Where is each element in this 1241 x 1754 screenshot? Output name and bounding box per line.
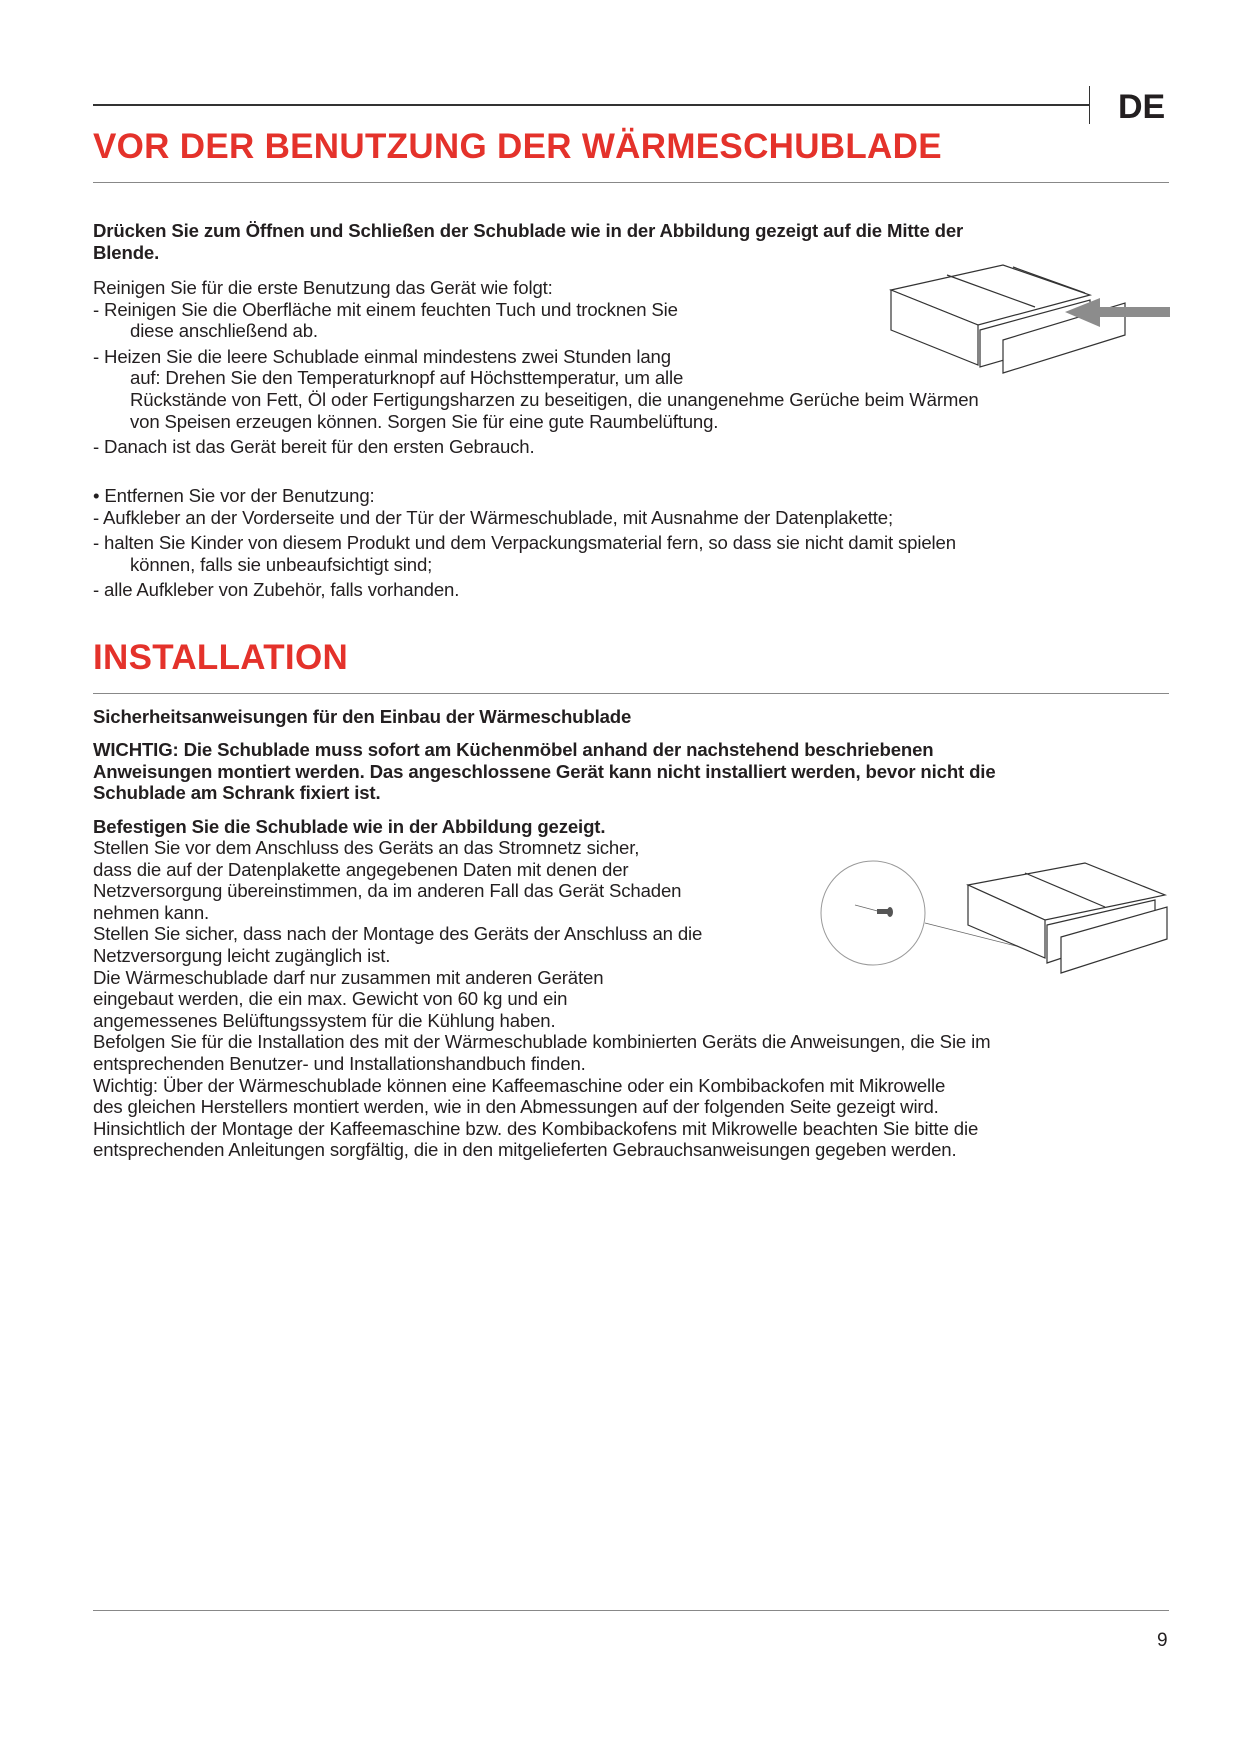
text-line: Stellen Sie sicher, dass nach der Montage des Geräts der Anschluss an die <box>93 923 703 945</box>
text-line: - alle Aufkleber von Zubehör, falls vorhanden. <box>93 579 460 601</box>
text-line: Netzversorgung leicht zugänglich ist. <box>93 944 391 966</box>
text-line: nehmen kann. <box>93 901 210 923</box>
text-line: Reinigen Sie für die erste Benutzung das Gerät wie folgt: <box>93 277 553 298</box>
text-line: - halten Sie Kinder von diesem Produkt und dem Verpackungsmaterial fern, so dass sie nicht damit spielen <box>93 532 956 554</box>
text-line: eingebaut werden, die ein max. Gewicht von 60 kg und ein <box>93 988 568 1010</box>
footer-rule <box>93 1610 1169 1611</box>
removal-instructions <box>93 485 956 601</box>
language-label: DE <box>1118 88 1166 126</box>
text-line: - Reinigen Sie die Oberfläche mit einem feuchten Tuch und trocknen Sie <box>93 298 678 320</box>
text-line: - Danach ist das Gerät bereit für den ersten Gebrauch. <box>93 436 535 458</box>
text-line: entsprechenden Anleitungen sorgfältig, die in den mitgelieferten Gebrauchsanweisungen gegeben werden. <box>93 1139 957 1161</box>
text-line: Anweisungen montiert werden. Das angeschlossene Gerät kann nicht installiert werden, bevor nicht die <box>93 760 996 782</box>
section-title-before-use: VOR DER BENUTZUNG DER WÄRMESCHUBLADE <box>93 127 942 166</box>
text-line: • Entfernen Sie vor der Benutzung: <box>93 485 375 506</box>
text-line: diese anschließend ab. <box>130 320 318 342</box>
text-line: Drücken Sie zum Öffnen und Schließen der Schublade wie in der Abbildung gezeigt auf die Mitte der <box>93 220 964 241</box>
cleaning-instructions <box>93 277 979 458</box>
text-line: des gleichen Herstellers montiert werden, wie in den Abmessungen auf der folgenden Seite gezeigt wird. <box>93 1096 939 1118</box>
intro-bold <box>93 220 963 263</box>
text-line: Befolgen Sie für die Installation des mit der Wärmeschublade kombinierten Geräts die Anweisungen, die Sie im <box>93 1031 991 1053</box>
text-line: Netzversorgung übereinstimmen, da im anderen Fall das Gerät Schaden <box>93 880 682 902</box>
text-line: auf: Drehen Sie den Temperaturknopf auf Höchsttemperatur, um alle <box>130 367 684 389</box>
text-line: - Aufkleber an der Vorderseite und der Tür der Wärmeschublade, mit Ausnahme der Datenplakette; <box>93 506 893 528</box>
text-line: entsprechenden Benutzer- und Installationshandbuch finden. <box>93 1052 586 1074</box>
section-title-installation: INSTALLATION <box>93 638 349 677</box>
page-number: 9 <box>1157 1630 1168 1651</box>
text-line: Rückstände von Fett, Öl oder Fertigungsharzen zu beseitigen, die unangenehme Gerüche beim Wärmen <box>130 388 979 410</box>
drawer-screw-illustration <box>815 855 1175 985</box>
header-tick <box>1089 86 1090 124</box>
text-line: Blende. <box>93 241 160 263</box>
fix-heading: Befestigen Sie die Schublade wie in der Abbildung gezeigt. <box>93 816 606 837</box>
safety-subtitle: Sicherheitsanweisungen für den Einbau der Wärmeschublade <box>93 706 632 727</box>
drawer-push-illustration <box>885 255 1175 375</box>
text-line: - Heizen Sie die leere Schublade einmal mindestens zwei Stunden lang <box>93 345 671 367</box>
text-line: dass die auf der Datenplakette angegebenen Daten mit denen der <box>93 858 629 880</box>
text-line: Hinsichtlich der Montage der Kaffeemaschine bzw. des Kombibackofens mit Mikrowelle beachten Sie bitte die <box>93 1117 979 1139</box>
text-line: Die Wärmeschublade darf nur zusammen mit anderen Geräten <box>93 966 604 988</box>
text-line: Stellen Sie vor dem Anschluss des Geräts an das Stromnetz sicher, <box>93 837 640 858</box>
text-line: angemessenes Belüftungssystem für die Kühlung haben. <box>93 1009 556 1031</box>
installation-rule <box>93 693 1169 694</box>
text-line: WICHTIG: Die Schublade muss sofort am Küchenmöbel anhand der nachstehend beschriebenen <box>93 739 934 760</box>
header-rule <box>93 104 1089 106</box>
text-line: Wichtig: Über der Wärmeschublade können eine Kaffeemaschine oder ein Kombibackofen mit Mikrowelle <box>93 1074 946 1096</box>
title-rule <box>93 182 1169 183</box>
text-line: von Speisen erzeugen können. Sorgen Sie für eine gute Raumbelüftung. <box>130 410 719 432</box>
important-warning <box>93 739 996 804</box>
text-line: können, falls sie unbeaufsichtigt sind; <box>130 553 433 575</box>
text-line: Schublade am Schrank fixiert ist. <box>93 782 381 804</box>
